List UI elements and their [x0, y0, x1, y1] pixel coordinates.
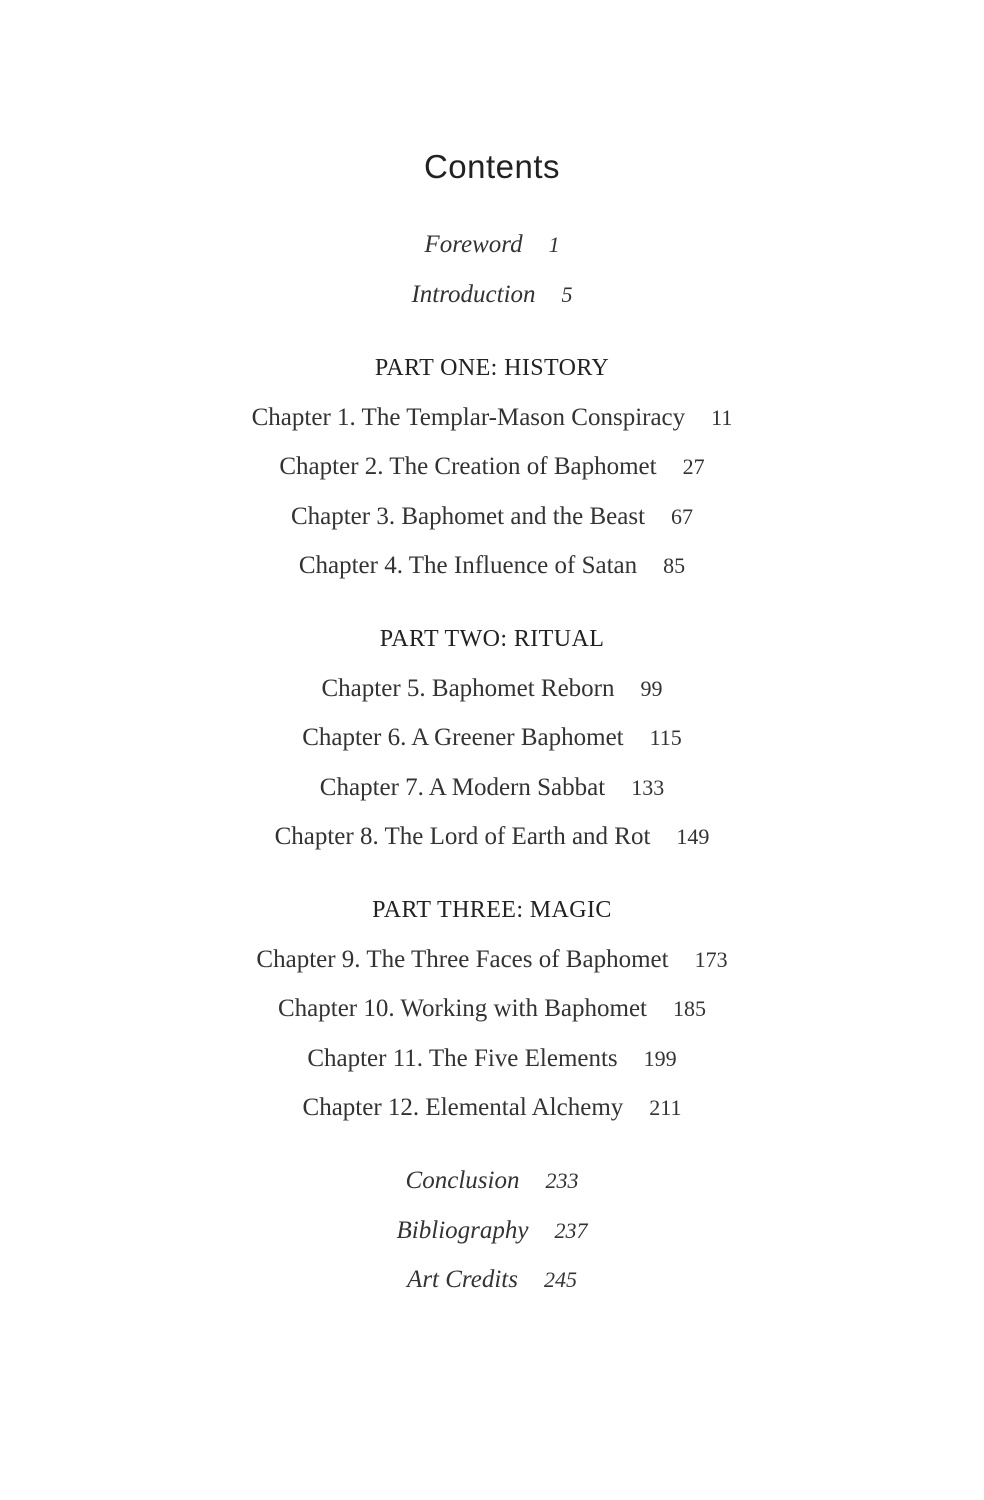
toc-entry-page: 27 — [682, 454, 705, 479]
toc-entry-chapter-5[interactable] — [0, 674, 984, 704]
toc-entry-page: 5 — [561, 282, 573, 307]
toc-entry-label: Chapter 12. Elemental Alchemy — [302, 1094, 624, 1121]
toc-entry-label: Chapter 11. The Five Elements — [307, 1045, 618, 1072]
toc-entry-label: Chapter 5. Baphomet Reborn — [321, 675, 615, 702]
toc-entry-chapter-6[interactable] — [0, 723, 984, 753]
toc-entry-page: 115 — [649, 725, 682, 750]
toc-entry-art-credits[interactable] — [0, 1265, 984, 1295]
toc-entry-chapter-10[interactable] — [0, 994, 984, 1024]
toc-entry-label: Introduction — [411, 281, 536, 308]
toc-entry-page: 99 — [640, 676, 663, 701]
toc-entry-page: 85 — [663, 553, 686, 578]
toc-entry-label: Chapter 4. The Influence of Satan — [298, 552, 638, 579]
toc-entry-bibliography[interactable] — [0, 1216, 984, 1246]
toc-entry-label: Chapter 7. A Modern Sabbat — [319, 774, 606, 801]
toc-entry-page: 173 — [694, 947, 728, 972]
toc-entry-chapter-11[interactable] — [0, 1044, 984, 1074]
toc-entry-introduction[interactable] — [0, 280, 984, 310]
toc-entry-foreword[interactable] — [0, 230, 984, 260]
toc-entry-label: Chapter 3. Baphomet and the Beast — [290, 503, 646, 530]
toc-entry-label: Bibliography — [396, 1217, 529, 1244]
toc-entry-page: 211 — [649, 1095, 682, 1120]
toc-entry-label: Chapter 10. Working with Baphomet — [277, 995, 647, 1022]
part-heading-magic: PART THREE: MAGIC — [372, 897, 612, 923]
part-heading-ritual: PART TWO: RITUAL — [379, 626, 605, 652]
toc-entry-label: Chapter 8. The Lord of Earth and Rot — [274, 823, 651, 850]
toc-entry-label: Chapter 1. The Templar-Mason Conspiracy — [251, 404, 686, 431]
toc-entry-page: 233 — [545, 1168, 579, 1193]
toc-entry-chapter-1[interactable] — [0, 403, 984, 433]
page-title: Contents — [423, 148, 561, 185]
part-heading-history: PART ONE: HISTORY — [374, 355, 610, 381]
toc-entry-page: 199 — [643, 1046, 677, 1071]
toc-entry-chapter-12[interactable] — [0, 1093, 984, 1123]
toc-entry-page: 237 — [554, 1218, 588, 1243]
toc-entry-page: 149 — [676, 824, 710, 849]
toc-entry-page: 11 — [711, 405, 733, 430]
toc-entry-page: 185 — [673, 996, 706, 1021]
toc-entry-label: Chapter 2. The Creation of Baphomet — [279, 453, 657, 480]
toc-entry-label: Chapter 9. The Three Faces of Baphomet — [256, 946, 669, 973]
toc-entry-conclusion[interactable] — [0, 1166, 984, 1196]
toc-entry-label: Art Credits — [407, 1266, 518, 1293]
toc-entry-chapter-9[interactable] — [0, 945, 984, 975]
toc-entry-page: 133 — [631, 775, 665, 800]
toc-entry-label: Foreword — [424, 231, 523, 258]
toc-entry-page: 245 — [543, 1267, 577, 1292]
toc-entry-chapter-4[interactable] — [0, 551, 984, 581]
toc-entry-chapter-8[interactable] — [0, 822, 984, 852]
toc-entry-page: 1 — [548, 232, 560, 257]
toc-entry-chapter-2[interactable] — [0, 452, 984, 482]
toc-entry-chapter-3[interactable] — [0, 502, 984, 532]
toc-entry-label: Conclusion — [405, 1167, 520, 1194]
toc-entry-page: 67 — [671, 504, 694, 529]
toc-entry-chapter-7[interactable] — [0, 773, 984, 803]
toc-entry-label: Chapter 6. A Greener Baphomet — [302, 724, 624, 751]
